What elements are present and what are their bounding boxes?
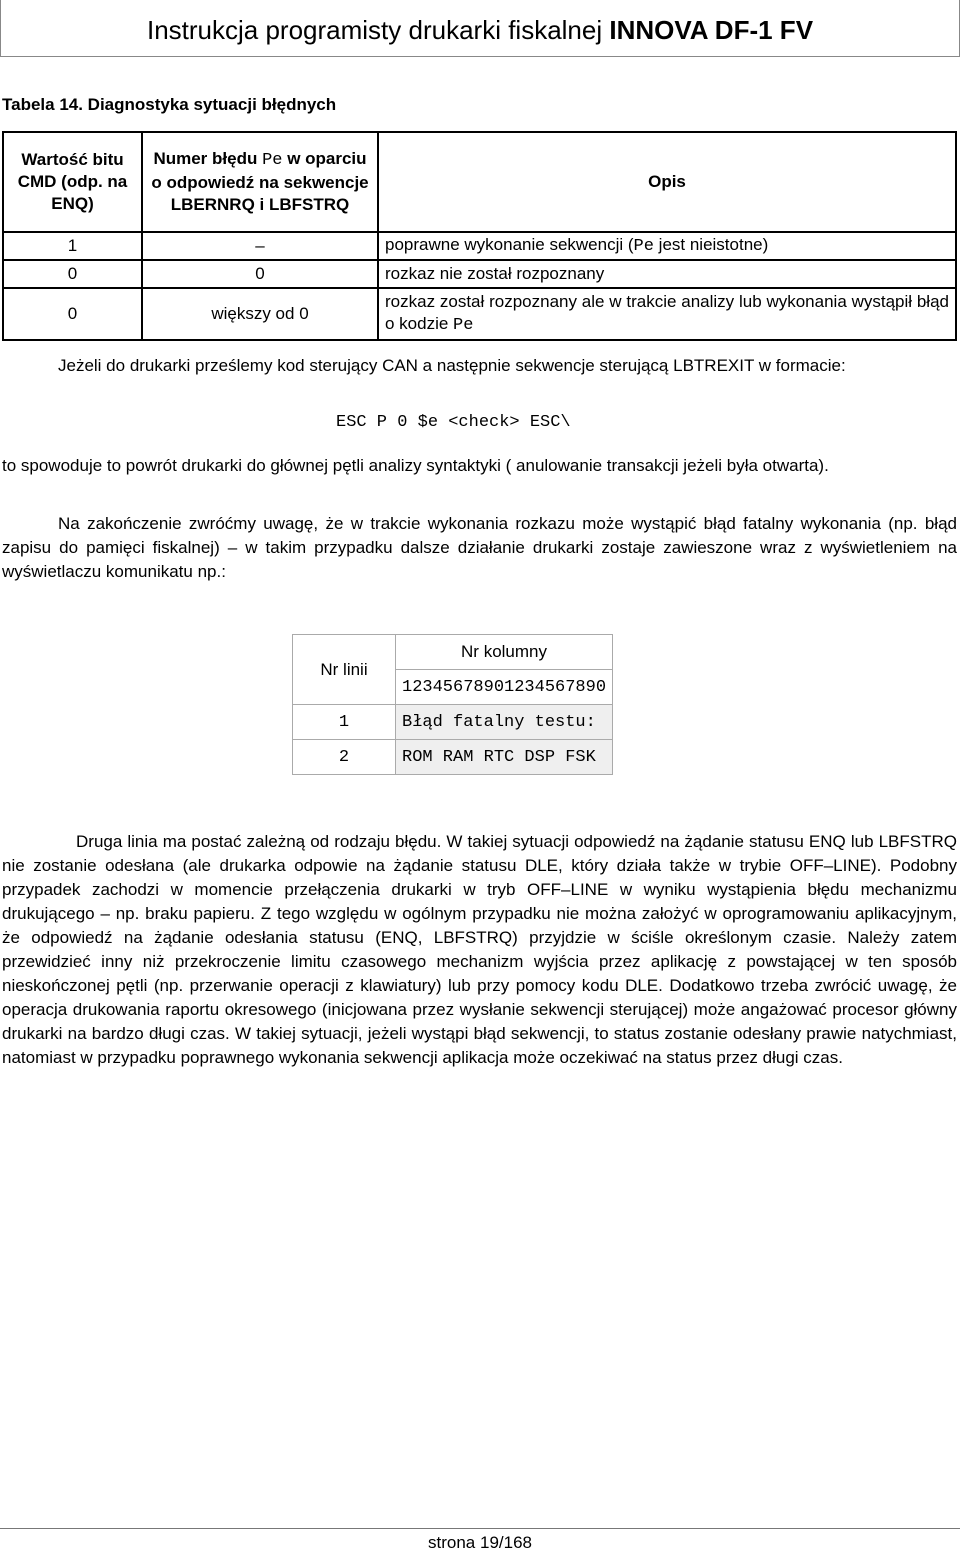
command-sequence: ESC P 0 $e <check> ESC\ xyxy=(336,413,571,432)
paragraph-4: Druga linia ma postać zależną od rodzaju błędu. W takiej sytuacji odpowiedź na żądanie statusu ENQ lub LBFSTRQ nie zostanie odesłana (ale drukarka odpowie na żądanie statusu DLE, który działa także w trybie OFF–LINE). Podobny przypadek zachodzi w momencie przełączenia drukarki w tryb OFF–LINE w wyniku wystąpienia błędu mechanizmu drukującego – np. braku papieru. Z tego względu w ogólnym przypadku nie można założyć w oprogramowaniu aplikacyjnym, że odpowiedź na żądanie odesłania statusu (ENQ, LBFSTRQ) przyjdzie w ściśle określonym czasie. Należy zatem przewidzieć inny niż przekroczenie limitu czasowego mechanizm wyjścia przez aplikację z powstającej w ten sposób nieskończonej pętli (np. przerwanie operacji z klawiatury) lub przy pomocy kodu DLE. Dodatkowo trzeba zwrócić uwagę, że operacja drukowania raportu okresowego (inicjowana przez wysłanie sekwencji sterującej) może angażować procesor główny drukarki na bardzo długi czas. W takiej sytuacji, jeżeli wystąpi błąd sekwencji, to status zostanie odesłany prawie natychmiast, natomiast w przypadku poprawnego wykonania sekwencji aplikacja może oczekiwać na status przez długi czas. xyxy=(2,832,957,1067)
error-diagnostics-table xyxy=(2,131,957,341)
table-row: 0 0 rozkaz nie został rozpoznany xyxy=(3,260,956,288)
column-ruler: 12345678901234567890 xyxy=(396,670,613,705)
paragraph-1: Jeżeli do drukarki prześlemy kod sterujący CAN a następnie sekwencje sterującą LBTREXIT w formacie: xyxy=(58,356,846,375)
display-line: 2 ROM RAM RTC DSP FSK xyxy=(293,740,613,775)
line-number-header: Nr linii xyxy=(293,635,396,705)
display-message-table xyxy=(292,634,613,775)
page-number: strona 19/168 xyxy=(428,1533,532,1552)
paragraph-3: Na zakończenie zwróćmy uwagę, że w trakcie wykonania rozkazu może wystąpić błąd fatalny wykonania (np. błąd zapisu do pamięci fiskalnej) – w takim przypadku dalsze działanie drukarki zostaje zawieszone wraz z wyświetleniem na wyświetlaczu komunikatu np.: xyxy=(2,514,957,581)
table-caption: Tabela 14. Diagnostyka sytuacji błędnych xyxy=(2,95,337,114)
table-row: 1 – poprawne wykonanie sekwencji (Pe jest nieistotne) xyxy=(3,232,956,260)
display-line: 1 Błąd fatalny testu: xyxy=(293,705,613,740)
paragraph-2: to spowoduje to powrót drukarki do głównej pętli analizy syntaktyki ( anulowanie transakcji jeżeli była otwarta). xyxy=(2,456,829,475)
column-number-header: Nr kolumny xyxy=(396,635,613,670)
page-header xyxy=(0,0,960,57)
header-cmd-bit: Wartość bitu CMD (odp. na ENQ) xyxy=(3,132,142,232)
table-row: 0 większy od 0 rozkaz został rozpoznany ale w trakcie analizy lub wykonania wystąpił błąd o kodzie Pe xyxy=(3,288,956,340)
header-description: Opis xyxy=(378,132,956,232)
header-error-number: Numer błędu Pe w oparciu o odpowiedź na sekwencje LBERNRQ i LBFSTRQ xyxy=(142,132,378,232)
page-footer xyxy=(0,1528,960,1553)
document-title: Instrukcja programisty drukarki fiskalnej INNOVA DF-1 FV xyxy=(146,15,814,45)
